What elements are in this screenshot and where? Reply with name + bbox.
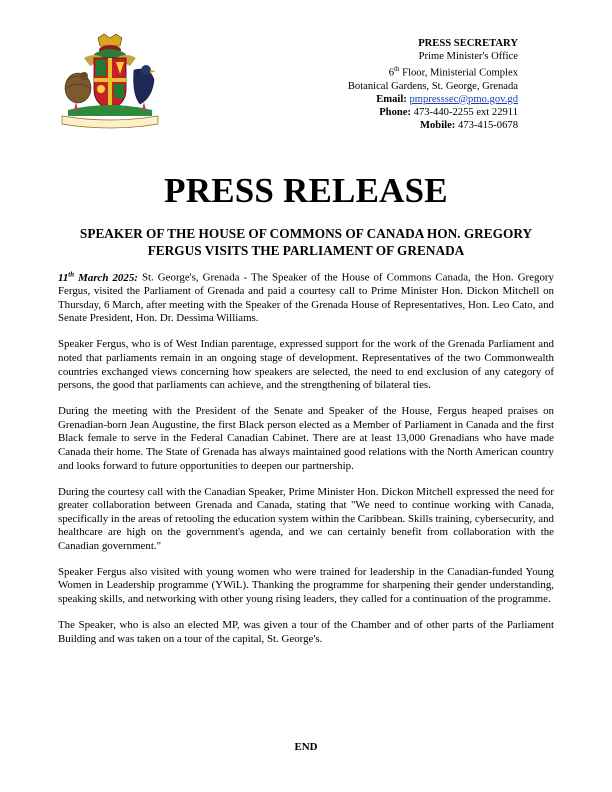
mobile-value: 473-415-0678 [457, 119, 518, 131]
paragraph-3: During the meeting with the President of the Senate and Speaker of the House, Fergus heaped praises on Grenadian-born Jean Augustine, the first Black person elected as a Member of Parliament in Canada and the first Black female to serve in the Federal Canadian Cabinet. There are at least 13,000 Grenadians who have made Canada their home. The State of Grenada has always maintained good relations with the North American country and looks forward to future opportunities to deepen our partnership. [58, 405, 554, 472]
grenada-coat-of-arms [54, 32, 166, 132]
page-title: PRESS RELEASE [164, 171, 448, 210]
mobile-line [348, 119, 518, 132]
email-link[interactable]: pmpresssec@pmo.gov.gd [409, 93, 518, 105]
paragraph-4: During the courtesy call with the Canadian Speaker, Prime Minister Hon. Dickon Mitchell expressed the need for greater collaboration between Grenada and Canada, stating that "We need to continue working with Canada, specifically in the areas of retooling the education system within the Caribbean. Skills training, cybersecurity, and healthcare are high on the government's agenda, and we can certainly benefit from collaboration with the Canadian government." [58, 485, 554, 552]
end-marker: END [294, 741, 318, 753]
office-title: PRESS SECRETARY [418, 38, 518, 49]
floor-number: 6 [388, 67, 395, 79]
dateline-day: 11 [58, 271, 69, 284]
phone-label: Phone: [379, 106, 411, 118]
paragraph-1 [58, 268, 554, 326]
address-floor [348, 63, 518, 80]
contact-block [348, 37, 518, 132]
dateline-day-suffix: th [68, 270, 75, 278]
article-body [58, 268, 554, 659]
email-label: Email: [376, 93, 407, 105]
address-line: Botanical Gardens, St. George, Grenada [347, 80, 518, 92]
email-line [348, 93, 518, 106]
dateline [58, 272, 138, 284]
headline: SPEAKER OF THE HOUSE OF COMMONS OF CANADA HON. GREGORY FERGUS VISITS THE PARLIAMENT OF GRENADA [79, 226, 533, 258]
floor-rest: Floor, Ministerial Complex [399, 67, 518, 79]
paragraph-2: Speaker Fergus, who is of West Indian parentage, expressed support for the work of the Grenada Parliament and noted that parliaments remain in an ongoing stage of development. Representatives of the two Commonwealth countries exchanged views concerning how speakers are selected, the need to end exclusion of any category of persons, the good that parliaments can achieve, and the strengthening of bilateral ties. [58, 338, 554, 392]
phone-value: 473-440-2255 ext 22911 [413, 106, 518, 118]
dateline-rest: March 2025: [74, 271, 138, 284]
mobile-label: Mobile: [420, 119, 456, 131]
phone-line [348, 106, 518, 119]
paragraph-text: St. George's, Grenada - The Speaker of the House of Commons Canada, the Hon. Gregory Fergus, visited the Parliament of Grenada and paid a courtesy call to Prime Minister Hon. Dickon Mitchell on Thursday, 6 March, after meeting with the Speaker of the Grenada House of Representatives, Hon. Leo Cato, and Senate President, Hon. Dr. Dessima Williams. [58, 271, 554, 325]
paragraph-6: The Speaker, who is also an elected MP, was given a tour of the Chamber and of other parts of the Parliament Building and was taken on a tour of the capital, St. George's. [58, 619, 554, 645]
floor-suffix: th [394, 65, 400, 73]
paragraph-5: Speaker Fergus also visited with young women who were trained for leadership in the Canadian-funded Young Women in Leadership programme (YWiL). Thanking the programme for sharpening their gender understanding, speaking skills, and networking with other young rising leaders, they called for a continuation of the programme. [58, 565, 554, 606]
office-name: Prime Minister's Office [418, 51, 518, 62]
